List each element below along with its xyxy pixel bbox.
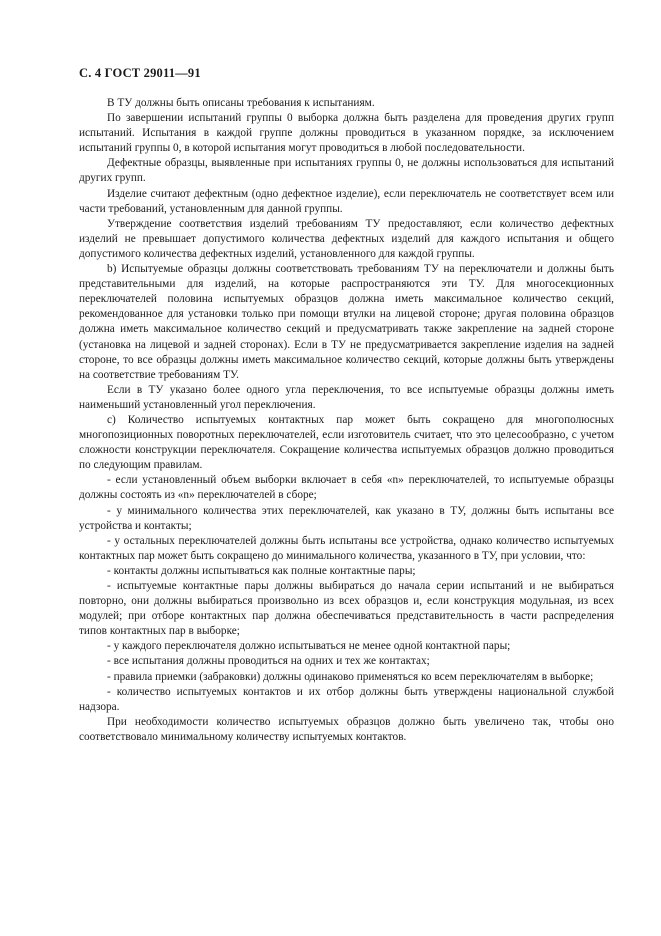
paragraph-1: В ТУ должны быть описаны требования к испытаниям. — [107, 97, 375, 109]
paragraph-7: Если в ТУ указано более одного угла переключения, то все испытуемые образцы должны иметь наименьший установленный угол переключения. — [79, 383, 614, 411]
paragraph-6: b) Испытуемые образцы должны соответствовать требованиям ТУ на переключатели и должны быть представительными для изделий, на которые распространяются эти ТУ. Для многосекционных переключателей половина испытуемых образцов должна иметь максимальное количество секций, рекомендованное для установки только при помощи втулки на лицевой стороне; другая половина образцов должна иметь максимальное количество секций и предусматривать также закрепление на задней стороне (установка на лицевой и задней сторонах). Если в ТУ не предусматривается закрепление изделия на задней стороне, то все образцы должны иметь максимальное количество секций, которые должны быть утверждены на соответствие требованиям ТУ. — [79, 263, 614, 381]
page-header: С. 4 ГОСТ 29011—91 — [79, 66, 201, 80]
paragraph-10: - у минимального количества этих переключателей, как указано в ТУ, должны быть испытаны все устройства и контакты; — [79, 504, 614, 532]
paragraph-15: - все испытания должны проводиться на одних и тех же контактах; — [107, 655, 430, 668]
document-body — [79, 96, 614, 745]
paragraph-3: Дефектные образцы, выявленные при испытаниях группы 0, не должны использоваться для испытаний других групп. — [79, 157, 614, 185]
paragraph-13: - испытуемые контактные пары должны выбираться до начала серии испытаний и не выбираться повторно, они должны выбираться произвольно из всех образцов и, если конструкция модульная, из всех модулей; при отборе контактных пар должна обеспечиваться представительность в части распределения типов контактных пар в выборке; — [79, 580, 614, 638]
paragraph-16: - правила приемки (забраковки) должны одинаково применяться ко всем переключателям в выборке; — [107, 670, 594, 683]
paragraph-5: Утверждение соответствия изделий требованиям ТУ предоставляют, если количество дефектных изделий не превышает допустимого количества дефектных изделий для каждого испытания и общего допустимого количества дефектных изделий, установленного для каждой группы. — [79, 217, 614, 260]
paragraph-12: - контакты должны испытываться как полные контактные пары; — [107, 564, 416, 577]
paragraph-17: - количество испытуемых контактов и их отбор должны быть утверждены национальной службой надзора. — [79, 685, 614, 713]
paragraph-4: Изделие считают дефектным (одно дефектное изделие), если переключатель не соответствует всем или части требований, установленным для данной группы. — [79, 187, 614, 215]
paragraph-18: При необходимости количество испытуемых образцов должно быть увеличено так, чтобы оно соответствовало минимальному количеству испытуемых контактов. — [79, 715, 614, 743]
paragraph-2: По завершении испытаний группы 0 выборка должна быть разделена для проведения других групп испытаний. Испытания в каждой группе должны проводиться в указанном порядке, за исключением испытаний группы 0, в которой испытания могут проводиться в любой последовательности. — [79, 112, 614, 155]
paragraph-14: - у каждого переключателя должно испытываться не менее одной контактной пары; — [107, 640, 511, 653]
paragraph-8: c) Количество испытуемых контактных пар может быть сокращено для многополюсных многопозиционных поворотных переключателей, если изготовитель считает, что это целесообразно, с учетом сложности конструкции переключателя. Сокращение количества испытуемых образцов должно проводиться по следующим правилам. — [79, 413, 614, 472]
paragraph-9: - если установленный объем выборки включает в себя «n» переключателей, то испытуемые образцы должны состоять из «n» переключателей в сборе; — [79, 474, 614, 502]
paragraph-11: - у остальных переключателей должны быть испытаны все устройства, однако количество испытуемых контактных пар может быть сокращено до минимального количества, указанного в ТУ, при условии, что: — [79, 534, 614, 562]
